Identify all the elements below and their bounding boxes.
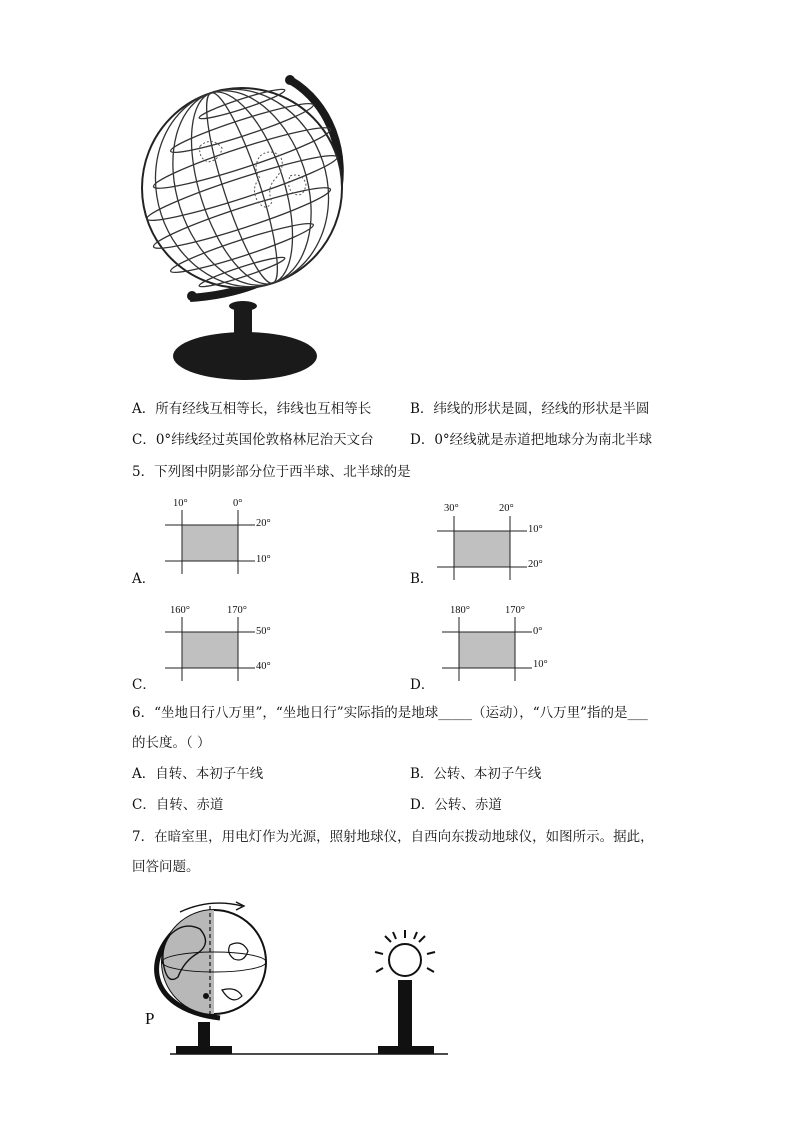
q5-a-right-bottom: 10°: [256, 554, 271, 565]
q5-b-top-left: 30°: [444, 503, 459, 514]
q5-c-top-left: 160°: [170, 605, 190, 616]
q4-option-a[interactable]: A．所有经线互相等长，纬线也互相等长: [132, 401, 372, 417]
q5-a-top-right: 0°: [233, 498, 243, 509]
q5-b-top-right: 20°: [499, 503, 514, 514]
q5-b-right-top: 10°: [528, 524, 543, 535]
q5-b-right-bottom: 20°: [528, 559, 543, 570]
q5-option-c[interactable]: C．: [132, 677, 156, 693]
illuminated-globe-figure: [130, 890, 460, 1060]
q5-c-right-top: 50°: [256, 626, 271, 637]
q5-diagram-d: [442, 615, 532, 685]
q5-option-a[interactable]: A．: [132, 571, 156, 587]
q4-option-c[interactable]: C．0°纬线经过英国伦敦格林尼治天文台: [132, 432, 374, 448]
q6-option-b[interactable]: B．公转、本初子午线: [410, 766, 542, 782]
q5-diagram-b: [437, 514, 527, 584]
q5-d-top-right: 170°: [505, 605, 525, 616]
q6-option-c[interactable]: C．自转、赤道: [132, 797, 224, 813]
q5-c-top-right: 170°: [227, 605, 247, 616]
q7-stem-line2: 回答问题。: [132, 859, 200, 875]
point-p-label: P: [145, 1009, 155, 1028]
q6-stem-line2: 的长度。（ ）: [132, 735, 211, 751]
q6-option-a[interactable]: A．自转、本初子午线: [132, 766, 264, 782]
q5-option-d[interactable]: D．: [410, 677, 435, 693]
q5-a-top-left: 10°: [173, 498, 188, 509]
q5-diagram-c: [165, 615, 255, 685]
q5-stem: 5．下列图中阴影部分位于西半球、北半球的是: [132, 464, 411, 480]
q5-d-right-bottom: 10°: [533, 659, 548, 670]
q5-d-right-top: 0°: [533, 626, 543, 637]
q4-option-d[interactable]: D．0°经线就是赤道把地球分为南北半球: [410, 432, 653, 448]
q5-diagram-a: [165, 508, 255, 578]
q5-option-b[interactable]: B．: [410, 571, 434, 587]
q5-c-right-bottom: 40°: [256, 661, 271, 672]
q6-option-d[interactable]: D．公转、赤道: [410, 797, 502, 813]
q6-stem-line1: 6．“坐地日行八万里”，“坐地日行”实际指的是地球_____（运动），“八万里”指的是___: [132, 705, 648, 721]
q7-stem-line1: 7．在暗室里，用电灯作为光源，照射地球仪，自西向东拨动地球仪，如图所示。据此，: [132, 829, 654, 845]
q5-a-right-top: 20°: [256, 518, 271, 529]
q5-d-top-left: 180°: [450, 605, 470, 616]
q4-option-b[interactable]: B．纬线的形状是圆，经线的形状是半圆: [410, 401, 650, 417]
globe-figure: [130, 66, 370, 388]
